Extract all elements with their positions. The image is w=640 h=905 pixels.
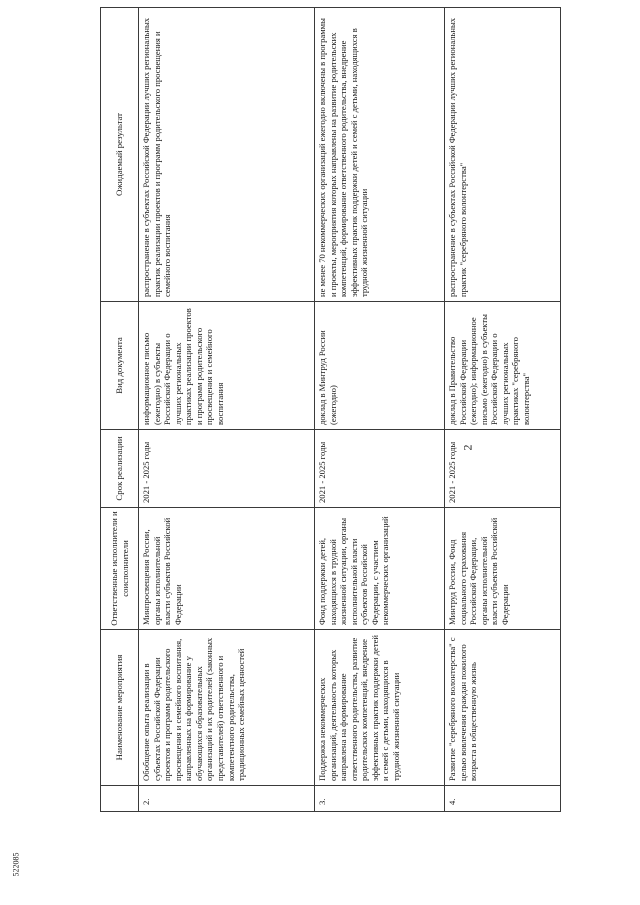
row-name: Обобщение опыта реализации в субъектах Российской Федерации проектов и программ родительского просвещения и семейного воспитания, направленных на формирование у обучающихся образовательных организаций и их родителей (законных представителей) ответственного и компетентного родительства, традиционных семейных ценностей [139, 630, 315, 786]
row-result: распространение в субъектах Российской Федерации лучших региональных практик реализации проектов и программ родительского просвещения и семейного воспитания [139, 8, 315, 302]
row-responsible: Фонд поддержки детей, находящихся в трудной жизненной ситуации, органы исполнительной власти субъектов Российской Федерации, с участием некоммерческих организаций [315, 508, 445, 630]
table-row [315, 8, 445, 812]
row-term: 2021 - 2025 годы [445, 430, 561, 508]
row-responsible: Минтруд России, Фонд социального страхования Российской Федерации, органы исполнительной власти субъектов Российской Федерации [445, 508, 561, 630]
table-row [445, 8, 561, 812]
header-name: Наименование мероприятия [101, 630, 139, 786]
row-doc-type: доклад в Правительство Российской Федерации (ежегодно); информационное письмо (ежегодно) в субъекты Российской Федерации о лучших региональных практиках "серебряного волонтерства" [445, 302, 561, 430]
header-result: Ожидаемый результат [101, 8, 139, 302]
row-result: распространение в субъектах Российской Федерации лучших региональных практик "серебряного волонтерства" [445, 8, 561, 302]
row-result: не менее 70 некоммерческих организаций ежегодно включены в программы и проекты, мероприятия которых направлены на развитие родительских компетенций, формирование ответственного родительства, внедрение эффективных практик поддержки детей и семей с детьми, находящихся в трудной жизненной ситуации [315, 8, 445, 302]
table-row [139, 8, 315, 812]
header-number [101, 786, 139, 812]
header-term: Срок реализации [101, 430, 139, 508]
row-doc-type: информационное письмо (ежегодно) в субъекты Российской Федерации о лучших региональных практиках реализации проектов и программ родительского просвещения и семейного воспитания [139, 302, 315, 430]
table-header-row [101, 8, 139, 812]
row-term: 2021 - 2025 годы [139, 430, 315, 508]
row-name: Развитие "серебряного волонтерства" с целью вовлечения граждан пожилого возраста в общественную жизнь [445, 630, 561, 786]
row-term: 2021 - 2025 годы [315, 430, 445, 508]
page-number: 2 [460, 444, 475, 451]
row-number: 4. [445, 786, 561, 812]
row-doc-type: доклад в Минтруд России (ежегодно) [315, 302, 445, 430]
header-responsible: Ответственные исполнители и соисполнители [101, 508, 139, 630]
row-name: Поддержка некоммерческих организаций, деятельность которых направлена на формирование ответственного родительства, развитие родительских компетенций, внедрение эффективных практик поддержки детей и семей с детьми, находящихся в трудной жизненной ситуации [315, 630, 445, 786]
row-responsible: Минпросвещения России, органы исполнительной власти субъектов Российской Федерации [139, 508, 315, 630]
rotated-page [100, 8, 640, 812]
document-code: 522085 [11, 852, 21, 877]
row-number: 3. [315, 786, 445, 812]
row-number: 2. [139, 786, 315, 812]
header-doc-type: Вид документа [101, 302, 139, 430]
measures-table [100, 7, 561, 812]
